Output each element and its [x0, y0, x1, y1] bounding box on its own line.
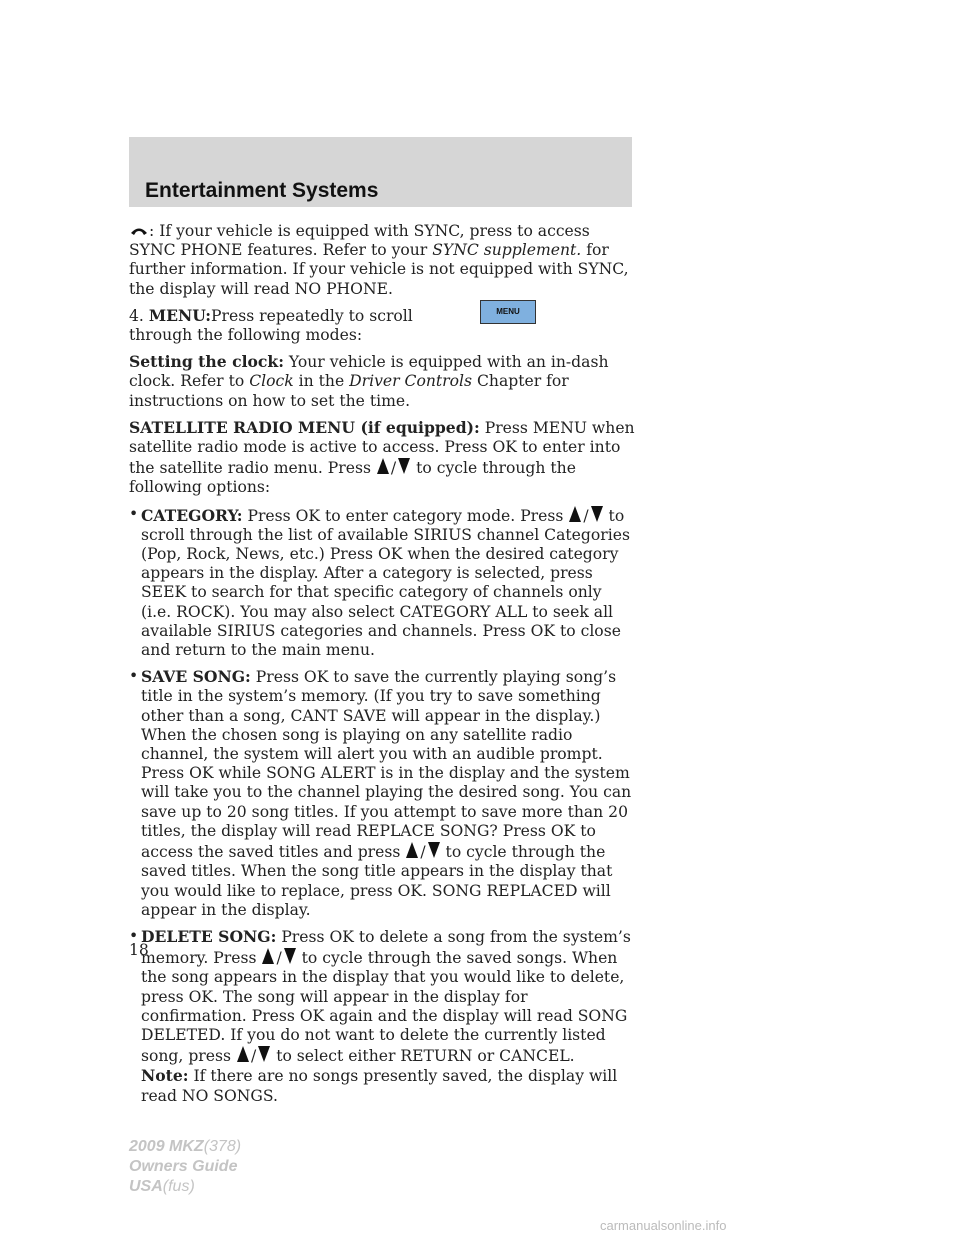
note-text: If there are no songs presently saved, the display will read NO SONGS.: [141, 1067, 618, 1105]
section-title: Entertainment Systems: [145, 179, 379, 202]
arrow-up-icon: [568, 505, 582, 523]
page-number: 18: [129, 941, 149, 959]
delete-song-item: • DELETE SONG: Press OK to delete a song from the system’s memory. Press / to cycle through the saved songs. When the song appears in the display that you would like to delete, press OK. The song will appear in the display for confirmation. Press OK again and the display will read SONG DELETED. If you do not want to delete the currently listed song, press / to select either RETURN or CANCEL. Note: If there are no songs presently saved, the display will read NO SONGS.: [129, 927, 635, 1106]
footer-region-line: USA(fus): [129, 1178, 195, 1195]
satellite-paragraph: SATELLITE RADIO MENU (if equipped): Press MENU when satellite radio mode is active to access. Press OK to enter into the satellite radio menu. Press / to cycle through the following options:: [129, 417, 635, 497]
arrow-down-icon: [590, 505, 604, 523]
arrow-up-icon: [376, 457, 390, 475]
section-header: [129, 137, 632, 207]
phone-paragraph: : If your vehicle is equipped with SYNC, press to access SYNC PHONE features. Refer to your SYNC supplement. for further information. If your vehicle is not equipped with SYNC, the display will read NO PHONE.: [129, 222, 629, 298]
arrow-up-icon: [261, 947, 275, 965]
clock-paragraph: Setting the clock: Your vehicle is equipped with an in-dash clock. Refer to Clock in the Driver Controls Chapter for instructions on how to set the time.: [129, 352, 609, 410]
footer: [129, 1137, 241, 1197]
arrow-up-icon: [405, 841, 419, 859]
footer-model-line: 2009 MKZ(378): [129, 1138, 242, 1155]
footer-guide-line: Owners Guide: [129, 1158, 238, 1175]
menu-button-illustration: MENU: [480, 300, 536, 324]
page-content: [129, 222, 635, 1113]
arrow-up-icon: [236, 1045, 250, 1063]
category-item: • CATEGORY: Press OK to enter category mode. Press / to scroll through the list of available SIRIUS channel Categories (Pop, Rock, News, etc.) Press OK when the desired category appears in the display. After a category is selected, press SEEK to search for that specific category of channels only (i.e. ROCK). You may also select CATEGORY ALL to seek all available SIRIUS categories and channels. Press OK to close and return to the main menu.: [129, 505, 635, 661]
arrow-down-icon: [397, 457, 411, 475]
arrow-down-icon: [257, 1045, 271, 1063]
note-label: Note:: [141, 1066, 189, 1086]
watermark: carmanualsonline.info: [600, 1218, 727, 1233]
arrow-down-icon: [427, 841, 441, 859]
menu-paragraph: 4. MENU:Press repeatedly to scroll through the following modes:: [129, 305, 413, 345]
save-song-item: • SAVE SONG: Press OK to save the currently playing song’s title in the system’s memory. (If you try to save something other than a song, CANT SAVE will appear in the display.) When the chosen song is playing on any satellite radio channel, the system will alert you with an audible prompt. Press OK while SONG ALERT is in the display and the system will take you to the channel playing the desired song. You can save up to 20 song titles. If you attempt to save more than 20 titles, the display will read REPLACE SONG? Press OK to access the saved titles and press / to cycle through the saved titles. When the song title appears in the display that you would like to replace, press OK. SONG REPLACED will appear in the display.: [129, 667, 635, 920]
phone-icon: [129, 224, 149, 238]
arrow-down-icon: [283, 947, 297, 965]
